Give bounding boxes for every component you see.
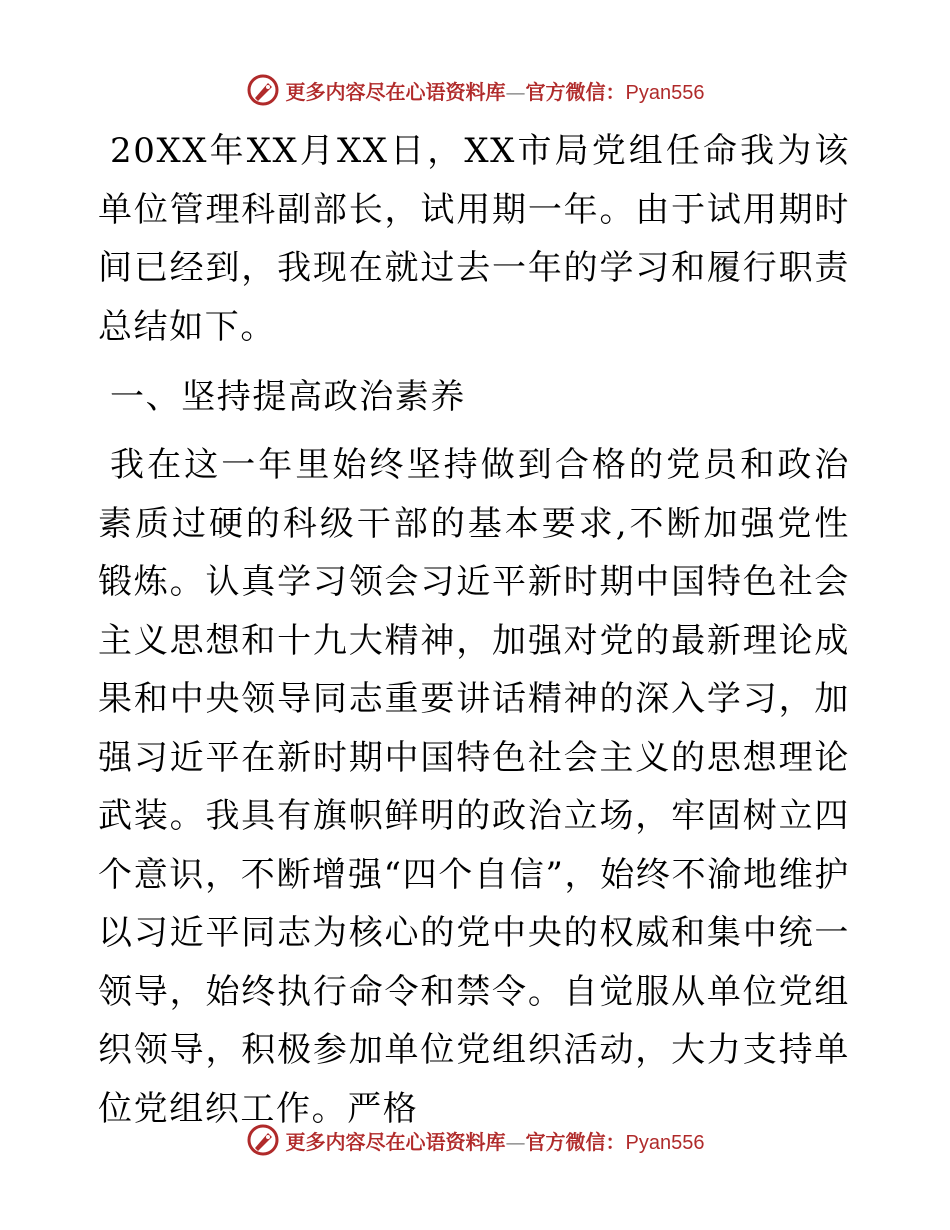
banner-slogan: 更多内容尽在心语资料库 (285, 1129, 506, 1154)
banner-separator: — (505, 1129, 526, 1154)
banner-separator: — (505, 79, 526, 104)
banner-text (286, 1126, 705, 1155)
section-heading: 一、坚持提高政治素养 (110, 377, 466, 417)
footer-banner (0, 1120, 950, 1160)
pen-nib-logo-icon (246, 1123, 280, 1157)
intro-paragraph: 20XX年XX月XX日，XX市局党组任命我为该单位管理科副部长，试用期一年。由于试用期时间已经到，我现在就过去一年的学习和履行职责总结如下。 (98, 131, 850, 347)
banner-wechat-label: 官方微信： (525, 79, 626, 104)
banner-wechat-label: 官方微信： (525, 1129, 626, 1154)
header-banner (0, 70, 950, 110)
section-body-paragraph: 我在这一年里始终坚持做到合格的党员和政治素质过硬的科级干部的基本要求,不断加强党性锻炼。认真学习领会习近平新时期中国特色社会主义思想和十九大精神，加强对党的最新理论成果和中央领导同志重要讲话精神的深入学习，加强习近平在新时期中国特色社会主义的思想理论武装。我具有旗帜鲜明的政治立场，牢固树立四个意识，不断增强“四个自信”，始终不渝地维护以习近平同志为核心的党中央的权威和集中统一领导，始终执行命令和禁令。自觉服从单位党组织领导，积极参加单位党组织活动，大力支持单位党组织工作。严格 (98, 445, 850, 1129)
pen-nib-logo-icon (246, 73, 280, 107)
banner-wechat-handle: Pyan556 (625, 81, 705, 104)
banner-text (286, 76, 705, 105)
banner-wechat-handle: Pyan556 (625, 1131, 705, 1154)
document-body (98, 122, 850, 1138)
banner-slogan: 更多内容尽在心语资料库 (285, 79, 506, 104)
